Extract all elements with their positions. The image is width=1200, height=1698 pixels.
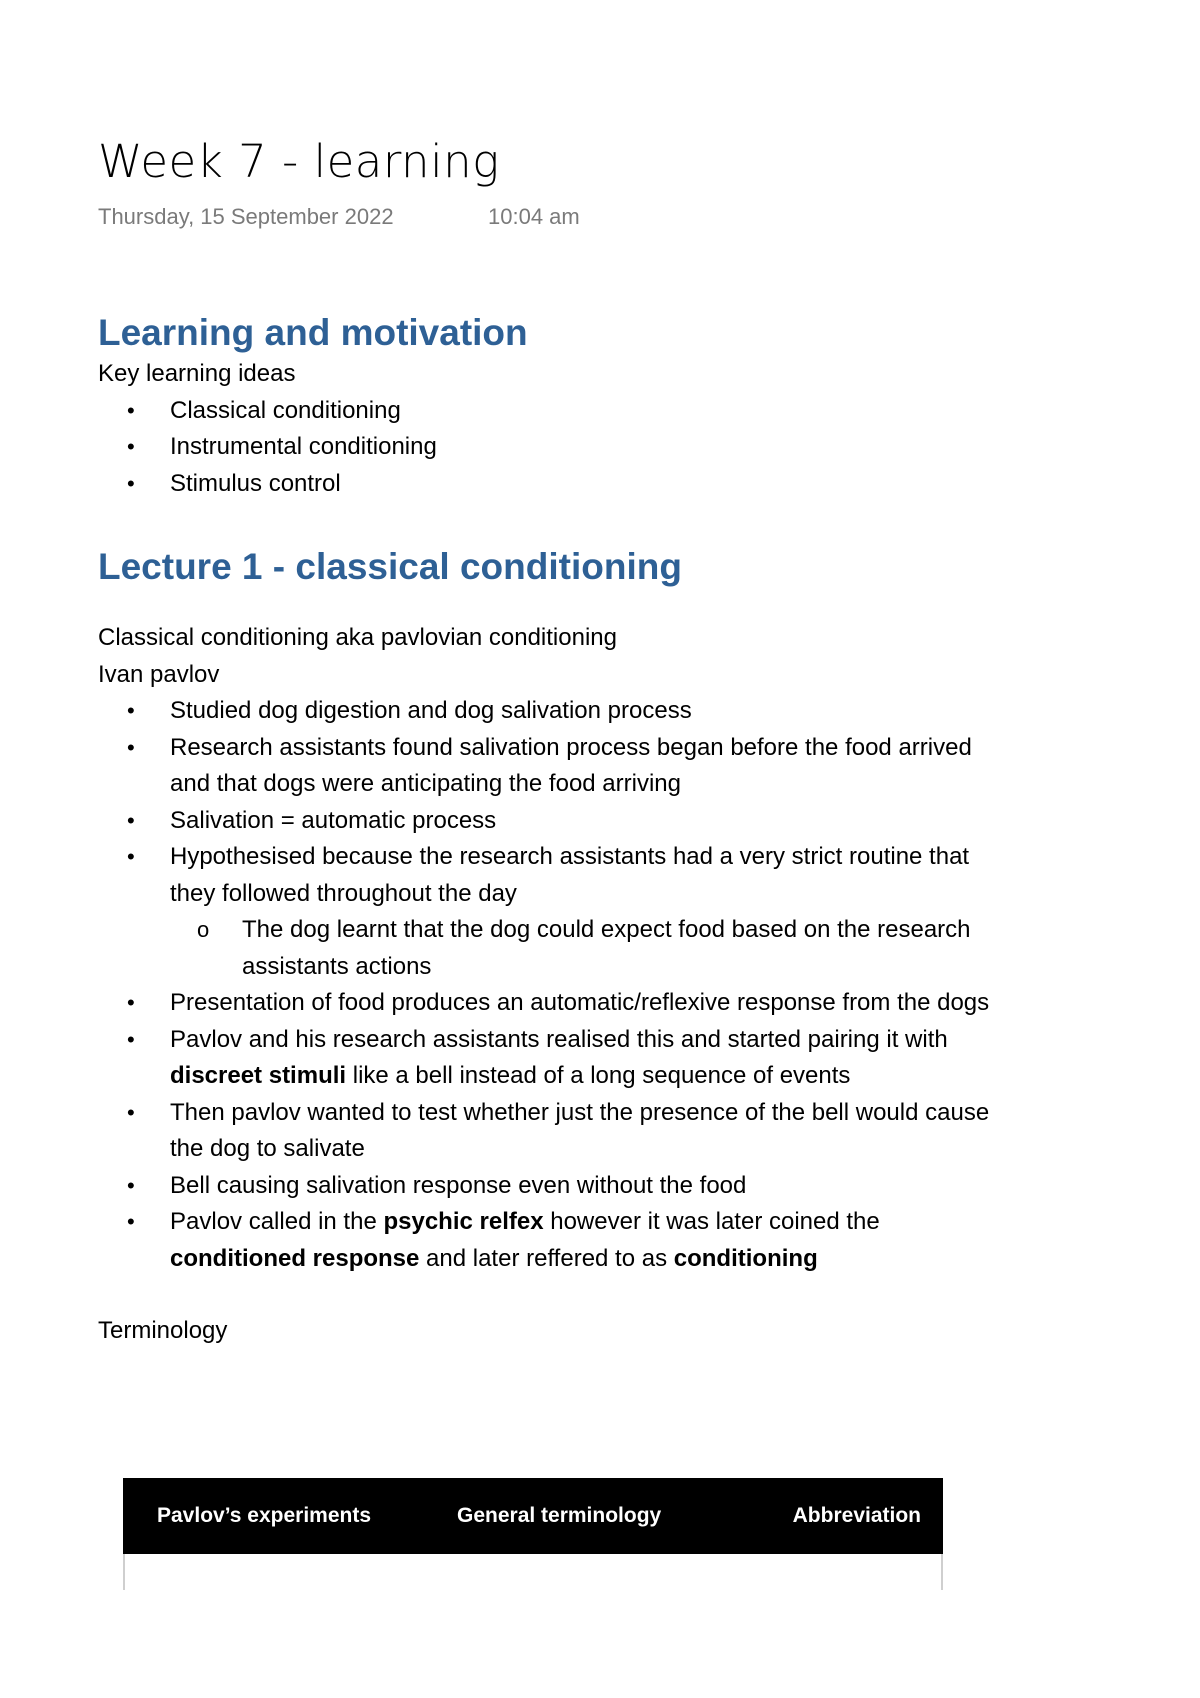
bullet-marker: • [127, 1099, 135, 1125]
page-title: Week 7 - learning [98, 135, 500, 188]
heading-learning-motivation: Learning and motivation [98, 312, 528, 353]
bullet-marker: • [127, 990, 135, 1015]
paragraph: Classical conditioning aka pavlovian conditioning [98, 624, 617, 651]
spacer [98, 502, 1098, 544]
column-header: General terminology [457, 1504, 662, 1527]
terminology-label: Terminology [98, 1317, 228, 1344]
list-item: • Pavlov and his research assistants realised this and started pairing it with discreet stimuli like a bell instead of a long sequence of events [98, 1022, 1000, 1095]
bullet-marker: • [127, 1209, 135, 1234]
bullet-marker: • [127, 1026, 135, 1052]
list-item: • Stimulus control [98, 466, 1000, 503]
pavlov-list [98, 693, 1098, 1277]
paragraph: Ivan pavlov [98, 660, 220, 688]
list-item: • Then pavlov wanted to test whether just the presence of the bell would cause the dog to salivate [98, 1095, 1000, 1168]
key-ideas-list [98, 393, 1098, 503]
terminology-table [123, 1478, 943, 1590]
note-meta [98, 204, 1098, 230]
bullet-marker: • [127, 734, 135, 760]
sub-list-item: o The dog learnt that the dog could expect food based on the research assistants actions [170, 912, 1000, 985]
spacer [98, 590, 1098, 620]
note-time: 10:04 am [488, 204, 580, 229]
bullet-marker: • [127, 807, 135, 833]
bullet-marker: • [127, 397, 135, 423]
bullet-marker: • [127, 1172, 135, 1198]
note-date: Thursday, 15 September 2022 [98, 204, 394, 229]
column-header: Abbreviation [792, 1504, 921, 1527]
sub-bullet-marker: o [197, 917, 210, 942]
table-header-row [123, 1478, 943, 1554]
spacer [98, 230, 1098, 310]
list-item: • Pavlov called in the psychic relfex however it was later coined the conditioned response and later reffered to as conditioning [98, 1204, 1000, 1277]
bullet-marker: • [127, 470, 135, 496]
note-page [98, 130, 1098, 1350]
list-item: • Research assistants found salivation process began before the food arrived and that dogs were anticipating the food arriving [98, 730, 1000, 803]
bold-term: psychic relfex [383, 1208, 544, 1235]
table-row [123, 1554, 943, 1590]
bullet-marker: • [127, 844, 135, 869]
bullet-marker: • [127, 698, 135, 723]
list-item: • Studied dog digestion and dog salivation process [98, 693, 1000, 730]
list-item: • Salivation = automatic process [98, 803, 1000, 840]
list-item: • Instrumental conditioning [98, 429, 1000, 466]
bold-term: conditioning [673, 1244, 818, 1272]
list-item: • Hypothesised because the research assistants had a very strict routine that they followed throughout the day o The dog learnt that the dog could expect food based on the research assistants actions [98, 839, 1000, 985]
column-header: Pavlov’s experiments [157, 1504, 371, 1527]
list-item: • Presentation of food produces an automatic/reflexive response from the dogs [98, 985, 1000, 1022]
bold-term: discreet stimuli [170, 1062, 347, 1089]
sub-list [170, 912, 1000, 985]
bold-term: conditioned response [170, 1244, 420, 1272]
heading-lecture-1: Lecture 1 - classical conditioning [98, 546, 682, 587]
list-item: • Classical conditioning [98, 393, 1000, 430]
spacer [98, 1277, 1098, 1313]
bullet-marker: • [127, 434, 135, 459]
list-item: • Bell causing salivation response even without the food [98, 1168, 1000, 1205]
key-ideas-label: Key learning ideas [98, 360, 296, 387]
